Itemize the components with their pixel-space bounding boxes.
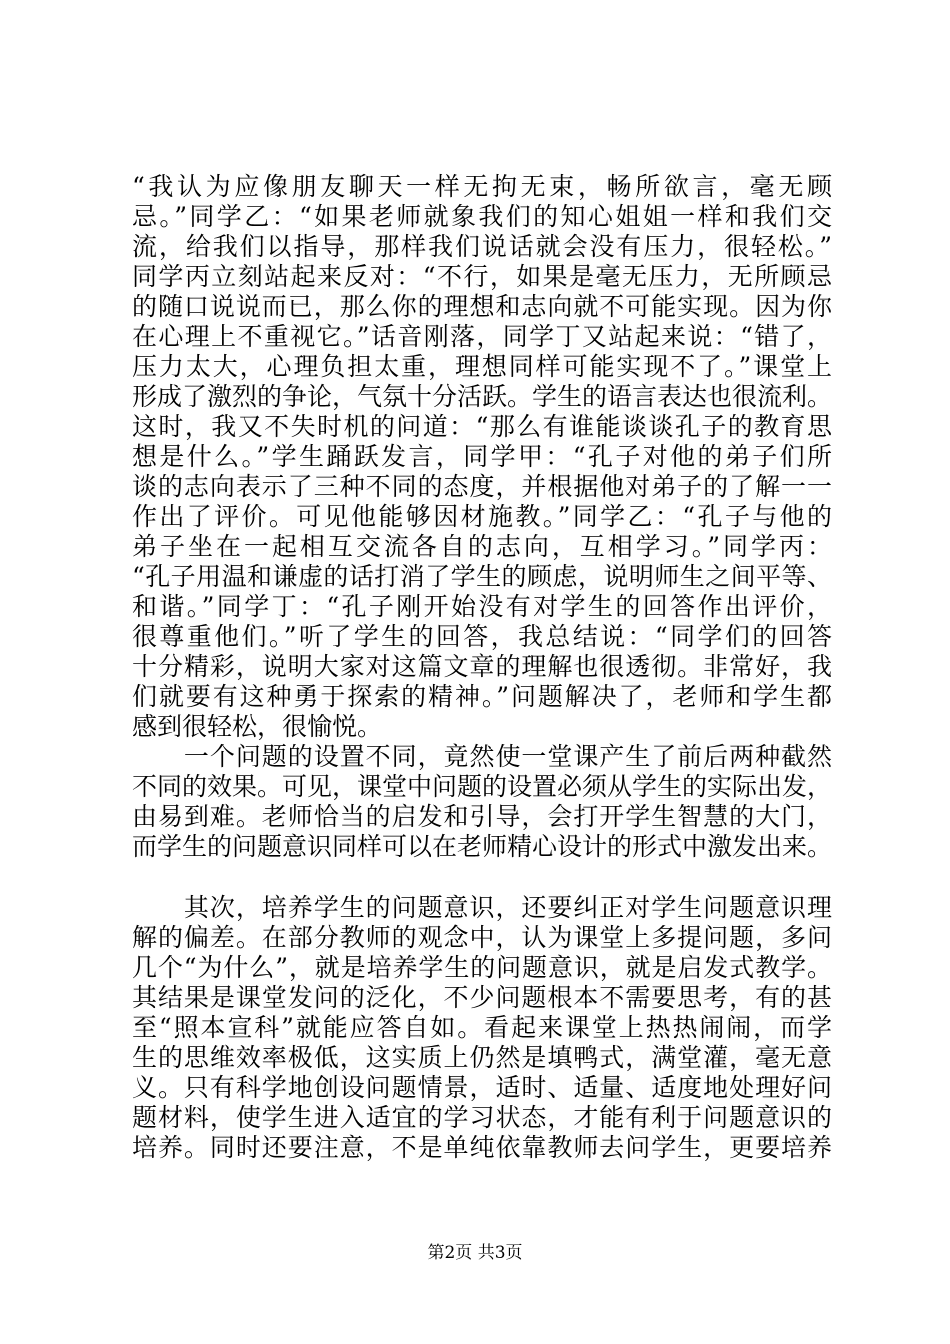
paragraph-gap [132,862,832,893]
text-line: 作出了评价。可见他能够因材施教。”同学乙：“孔子与他的 [132,502,832,531]
text-line: 想是什么。”学生踊跃发言，同学甲：“孔子对他的弟子们所 [132,442,832,471]
text-line: 至“照本宣科”就能应答自如。看起来课堂上热热闹闹，而学 [132,1013,832,1042]
page-footer: 第2页 共3页 [427,1243,523,1263]
text-line: 在心理上不重视它。”话音刚落，同学丁又站起来说：“错了， [132,322,832,351]
text-line: 很尊重他们。”听了学生的回答，我总结说：“同学们的回答 [132,622,832,651]
text-line: 形成了激烈的争论，气氛十分活跃。学生的语言表达也很流利。 [132,382,833,411]
text-line: 其结果是课堂发问的泛化，不少问题根本不需要思考，有的甚 [132,983,832,1012]
text-line: 几个“为什么”，就是培养学生的问题意识，就是启发式教学。 [132,953,832,982]
text-line: 题材料，使学生进入适宜的学习状态，才能有利于问题意识的 [132,1103,832,1132]
text-line: 不同的效果。可见，课堂中问题的设置必须从学生的实际出发， [132,772,833,801]
text-line: “孔子用温和谦虚的话打消了学生的顾虑，说明师生之间平等、 [132,562,832,591]
text-line: 由易到难。老师恰当的启发和引导，会打开学生智慧的大门， [132,802,832,831]
text-line: 其次，培养学生的问题意识，还要纠正对学生问题意识理 [132,893,832,922]
text-line: 们就要有这种勇于探索的精神。”问题解决了，老师和学生都 [132,682,832,711]
text-line: 弟子坐在一起相互交流各自的志向，互相学习。”同学丙： [132,532,832,561]
text-line: “我认为应像朋友聊天一样无拘无束，畅所欲言，毫无顾 [132,172,832,201]
text-line: 流，给我们以指导，那样我们说话就会没有压力，很轻松。” [132,232,832,261]
text-line: 同学丙立刻站起来反对：“不行，如果是毫无压力，无所顾忌 [132,262,832,291]
text-line: 压力太大，心理负担太重，理想同样可能实现不了。”课堂上 [132,352,832,381]
text-line: 谈的志向表示了三种不同的态度，并根据他对弟子的了解一一 [132,472,832,501]
text-line: 这时，我又不失时机的问道：“那么有谁能谈谈孔子的教育思 [132,412,832,441]
body-text [132,172,832,1163]
text-line: 一个问题的设置不同，竟然使一堂课产生了前后两种截然 [132,742,832,771]
text-line: 十分精彩，说明大家对这篇文章的理解也很透彻。非常好，我 [132,652,832,681]
text-line: 的随口说说而已，那么你的理想和志向就不可能实现。因为你 [132,292,832,321]
text-line: 义。只有科学地创设问题情景，适时、适量、适度地处理好问 [132,1073,832,1102]
text-line: 解的偏差。在部分教师的观念中，认为课堂上多提问题，多问 [132,923,832,952]
text-line: 生的思维效率极低，这实质上仍然是填鸭式，满堂灌，毫无意 [132,1043,832,1072]
text-line: 培养。同时还要注意，不是单纯依靠教师去问学生，更要培养 [132,1133,832,1162]
text-line: 和谐。”同学丁：“孔子刚开始没有对学生的回答作出评价， [132,592,832,621]
text-line: 感到很轻松，很愉悦。 [132,712,383,741]
text-line: 而学生的问题意识同样可以在老师精心设计的形式中激发出来。 [132,832,833,861]
text-line: 忌。”同学乙：“如果老师就象我们的知心姐姐一样和我们交 [132,202,832,231]
